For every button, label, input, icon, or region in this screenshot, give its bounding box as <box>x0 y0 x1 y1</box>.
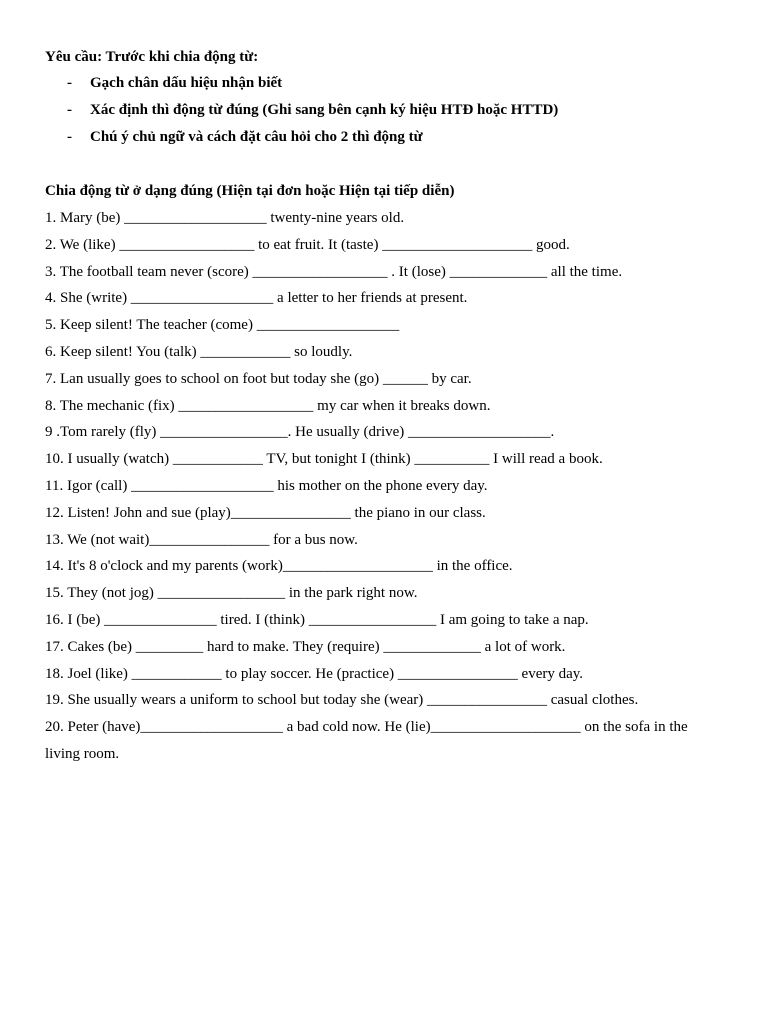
exercise-item: 9 .Tom rarely (fly) _________________. He usually (drive) ___________________. <box>45 424 555 441</box>
exercise-item: 17. Cakes (be) _________ hard to make. They (require) _____________ a lot of work. <box>45 638 566 655</box>
bullet-dash: - <box>67 129 72 145</box>
requirements-list <box>45 70 725 151</box>
exercise-item: 5. Keep silent! The teacher (come) ___________________ <box>45 317 400 334</box>
exercise-item: 2. We (like) __________________ to eat fruit. It (taste) ____________________ good. <box>45 236 570 253</box>
bullet-dash: - <box>67 102 72 118</box>
bullet-dash: - <box>67 75 72 91</box>
requirement-item <box>45 124 725 151</box>
exercise-list <box>45 205 725 768</box>
requirement-item <box>45 97 725 124</box>
exercise-item: 10. I usually (watch) ____________ TV, but tonight I (think) __________ I will read a book. <box>45 451 603 468</box>
exercise-item: 13. We (not wait)________________ for a bus now. <box>45 531 358 548</box>
requirement-text: Chú ý chủ ngữ và cách đặt câu hỏi cho 2 thì động từ <box>90 129 423 145</box>
exercise-item: 4. She (write) ___________________ a letter to her friends at present. <box>45 290 468 307</box>
exercise-item: 7. Lan usually goes to school on foot but today she (go) ______ by car. <box>45 370 472 387</box>
exercise-item: 3. The football team never (score) __________________ . It (lose) _____________ all the time. <box>45 263 623 280</box>
exercise-item: 20. Peter (have)___________________ a bad cold now. He (lie)____________________ on the sofa in the living room. <box>45 719 688 762</box>
exercise-item: 8. The mechanic (fix) __________________ my car when it breaks down. <box>45 397 491 414</box>
exercise-item: 12. Listen! John and sue (play)________________ the piano in our class. <box>45 504 486 521</box>
requirement-text: Xác định thì động từ đúng (Ghi sang bên cạnh ký hiệu HTĐ hoặc HTTD) <box>90 102 559 118</box>
exercise-item: 6. Keep silent! You (talk) ____________ so loudly. <box>45 343 353 360</box>
exercise-item: 1. Mary (be) ___________________ twenty-nine years old. <box>45 210 405 226</box>
requirement-item <box>45 70 725 97</box>
exercise-item: 19. She usually wears a uniform to school but today she (wear) ________________ casual clothes. <box>45 692 639 709</box>
exercise-item: 14. It's 8 o'clock and my parents (work)____________________ in the office. <box>45 558 513 575</box>
requirement-text: Gạch chân dấu hiệu nhận biết <box>90 75 283 91</box>
worksheet-page <box>45 44 725 768</box>
requirements-title: Yêu cầu: Trước khi chia động từ: <box>45 49 259 65</box>
exercise-item: 15. They (not jog) _________________ in the park right now. <box>45 585 418 602</box>
exercise-item: 18. Joel (like) ____________ to play soccer. He (practice) ________________ every day. <box>45 665 584 682</box>
exercise-item: 16. I (be) _______________ tired. I (think) _________________ I am going to take a nap. <box>45 611 589 628</box>
exercise-item: 11. Igor (call) ___________________ his mother on the phone every day. <box>45 477 488 494</box>
exercise-title: Chia động từ ở dạng đúng (Hiện tại đơn hoặc Hiện tại tiếp diễn) <box>45 183 455 199</box>
